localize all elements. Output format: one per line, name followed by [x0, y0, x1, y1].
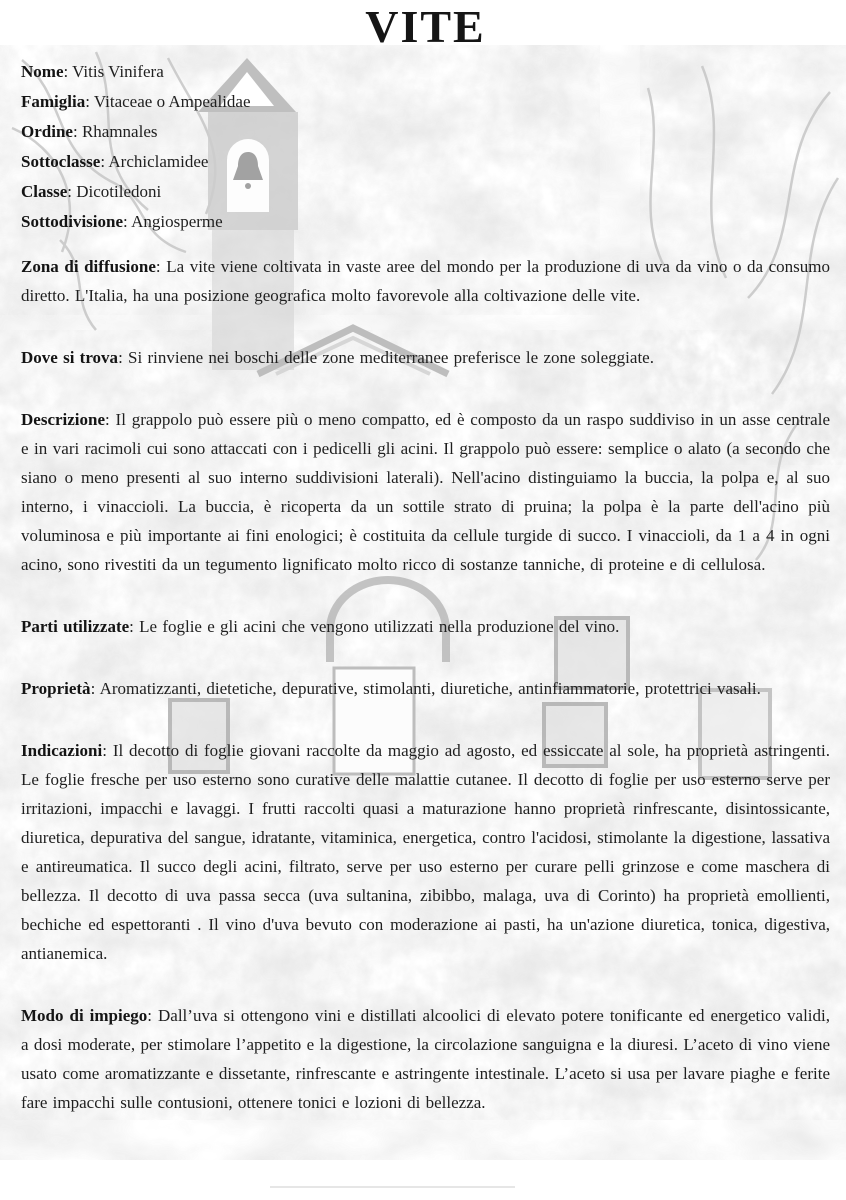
taxonomy-value: Archiclamidee: [108, 152, 209, 171]
label-separator: :: [129, 617, 140, 636]
label-separator: :: [123, 212, 132, 231]
taxonomy-list: [21, 57, 830, 237]
section-label: Zona di diffusione: [21, 257, 156, 276]
label-separator: :: [102, 741, 113, 760]
taxonomy-value: Angiosperme: [131, 212, 223, 231]
taxonomy-value: Rhamnales: [81, 122, 158, 141]
section-text: Le foglie e gli acini che vengono utilizzati nella produzione del vino.: [139, 617, 620, 636]
label-separator: :: [155, 257, 167, 276]
label-separator: :: [67, 182, 77, 201]
section-label: Descrizione: [21, 410, 106, 429]
section-label: Modo di impiego: [21, 1006, 148, 1025]
section-paragraph: [21, 405, 830, 579]
section-text: Il decotto di foglie giovani raccolte da maggio ad agosto, ed essiccate al sole, ha proprietà astringenti. Le foglie fresche per uso esterno sono curative delle malattie cutanee. Il decotto di foglie per uso esterno serve per irritazioni, impacchi e lavaggi. I frutti raccolti quasi a maturazione hanno proprietà rinfrescante, disintossicante, diuretica, depurativa del sangue, idratante, vitaminica, energetica, contro l'acidosi, stimolante la digestione, lassativa e antireumatica. Il succo degli acini, filtrato, serve per uso esterno per curare pelli grinzose e come maschera di bellezza. Il decotto di uva passa secca (uva sultanina, zibibbo, malaga, uva di Corinto) ha proprietà emollienti, bechiche ed espettoranti . Il vino d'uva bevuto con moderazione ai pasti, ha un'azione diuretica, tonica, digestiva, antianemica.: [21, 741, 830, 963]
section-text: Aromatizzanti, dietetiche, depurative, stimolanti, diuretiche, antinfiammatorie, protettrici vasali.: [99, 679, 761, 698]
taxonomy-label: Sottoclasse: [21, 152, 101, 171]
section-label: Dove si trova: [21, 348, 119, 367]
taxonomy-row: [21, 57, 830, 87]
label-separator: :: [118, 348, 129, 367]
section-paragraph: [21, 736, 830, 968]
taxonomy-row: [21, 177, 830, 207]
label-separator: :: [72, 122, 82, 141]
footer-rule: [270, 1186, 515, 1188]
taxonomy-label: Nome: [21, 62, 64, 81]
section-paragraph: [21, 1001, 830, 1117]
taxonomy-value: Vitaceae o Ampealidae: [93, 92, 251, 111]
taxonomy-label: Ordine: [21, 122, 73, 141]
section-text: La vite viene coltivata in vaste aree del mondo per la produzione di uva da vino o da consumo diretto. L'Italia, ha una posizione geografica molto favorevole alla coltivazione delle vite.: [21, 257, 831, 305]
taxonomy-row: [21, 207, 830, 237]
taxonomy-label: Classe: [21, 182, 68, 201]
section-label: Proprietà: [21, 679, 91, 698]
taxonomy-row: [21, 117, 830, 147]
page-title: VITE: [365, 1, 486, 52]
taxonomy-value: Vitis Vinifera: [72, 62, 164, 81]
section-paragraph: [21, 252, 830, 310]
document-content: [0, 2, 846, 1117]
section-paragraph: [21, 343, 830, 372]
label-separator: :: [105, 410, 116, 429]
section-text: Il grappolo può essere più o meno compatto, ed è composto da un raspo suddiviso in un asse centrale e in vari racimoli cui sono attaccati con i pedicelli gli acini. Il grappolo può essere: semplice o alato (a secondo che siano o meno presenti al suo interno suddivisioni laterali). Nell'acino distinguiamo la buccia, la polpa e, al suo interno, i vinaccioli. La buccia, è ricoperta da un sottile strato di pruina; la polpa è la parte dell'acino più voluminosa e più importante ai fini enologici; è costituita da cellule turgide di succo. I vinaccioli, da 1 a 4 in ogni acino, sono rivestiti da un tegumento lignificato molto ricco di sostanze tanniche, di proteine e di cellulosa.: [21, 410, 830, 574]
section-label: Indicazioni: [21, 741, 103, 760]
section-list: [21, 252, 830, 1117]
label-separator: :: [85, 92, 94, 111]
section-label: Parti utilizzate: [21, 617, 130, 636]
taxonomy-value: Dicotiledoni: [76, 182, 162, 201]
label-separator: :: [90, 679, 100, 698]
taxonomy-label: Famiglia: [21, 92, 86, 111]
label-separator: :: [100, 152, 109, 171]
taxonomy-row: [21, 147, 830, 177]
label-separator: :: [63, 62, 73, 81]
label-separator: :: [147, 1006, 159, 1025]
section-text: Dall’uva si ottengono vini e distillati alcoolici di elevato potere tonificante ed energetico validi, a dosi moderate, per stimolare l’appetito e la digestione, la circolazione sanguigna e la diuresi. L’aceto di vino viene usato come aromatizzante e dissetante, rinfrescante e astringente intestinale. L’aceto si usa per lavare piaghe e ferite fare impacchi sulle contusioni, ottenere tonici e lozioni di bellezza.: [21, 1006, 830, 1112]
section-paragraph: [21, 674, 830, 703]
taxonomy-row: [21, 87, 830, 117]
section-text: Si rinviene nei boschi delle zone mediterranee preferisce le zone soleggiate.: [128, 348, 654, 367]
section-paragraph: [21, 612, 830, 641]
taxonomy-label: Sottodivisione: [21, 212, 124, 231]
